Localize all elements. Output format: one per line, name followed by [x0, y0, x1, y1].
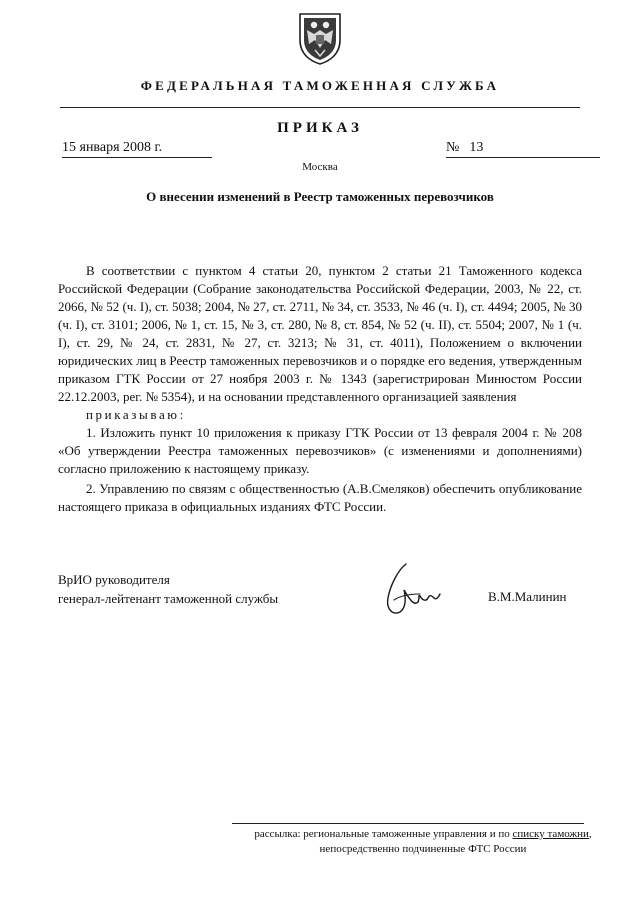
order-number: [446, 140, 600, 158]
signatory-role-line1: ВрИО руководителя: [58, 572, 170, 587]
agency-name: ФЕДЕРАЛЬНАЯ ТАМОЖЕННАЯ СЛУЖБА: [140, 78, 500, 93]
footer-divider: [232, 823, 584, 824]
signatory-role-line2: генерал-лейтенант таможенной службы: [58, 591, 279, 606]
order-number-label: №: [446, 140, 460, 155]
distribution-line2: непосредственно подчиненные ФТС России: [319, 843, 527, 855]
coat-of-arms-emblem: [295, 10, 345, 66]
order-subject: О внесении изменений в Реестр таможенных перевозчиков: [146, 189, 494, 204]
distribution-suffix: ,: [588, 828, 592, 840]
distribution-underlined: списку таможни: [512, 828, 589, 840]
distribution-list: [228, 827, 618, 857]
order-item-1: 1. Изложить пункт 10 приложения к приказу ГТК России от 13 февраля 2004 г. № 208 «Об утверждении Реестра таможенных перевозчиков» (с изменениями и дополнениями) согласно приложению к настоящему приказу.: [58, 425, 582, 476]
signatory-name: В.М.Малинин: [488, 589, 567, 604]
document-type-title: ПРИКАЗ: [277, 120, 363, 136]
preamble-paragraph: В соответствии с пунктом 4 статьи 20, пунктом 2 статьи 21 Таможенного кодекса Российской Федерации (Собрание законодательства Российской Федерации, 2003, № 22, ст. 2066, № 52 (ч. I), ст. 5038; 2004, № 27, ст. 2711, № 34, ст. 3533, № 46 (ч. I), ст. 4494; 2005, № 30 (ч. I), ст. 3101; 2006, № 1, ст. 15, № 3, ст. 280, № 8, ст. 854, № 52 (ч. II), ст. 5504; 2007, № 1 (ч. I), ст. 29, № 24, ст. 2831, № 27, ст. 3213; № 31, ст. 4011), Положением о включении юридических лиц в Реестр таможенных перевозчиков и о порядке его ведения, утвержденным приказом ГТК России от 27 ноября 2003 г. № 1343 (зарегистрирован Минюстом России 22.12.2003, рег. № 5354), и на основании представленного организацией заявления: [58, 263, 582, 404]
order-item-2: 2. Управлению по связям с общественностью (А.В.Смеляков) обеспечить опубликование настоящего приказа в официальных изданиях ФТС России.: [58, 481, 582, 514]
handwritten-signature: [376, 560, 444, 622]
order-city: Москва: [302, 161, 338, 173]
signatory-position: [58, 570, 278, 608]
distribution-line1: [228, 827, 618, 842]
distribution-prefix: рассылка: региональные таможенные управления и по: [254, 828, 513, 840]
order-number-value: 13: [469, 140, 484, 155]
header-divider: [60, 107, 580, 108]
order-body: [58, 262, 582, 516]
order-date: 15 января 2008 г.: [62, 140, 212, 158]
command-word: приказываю:: [86, 407, 186, 422]
